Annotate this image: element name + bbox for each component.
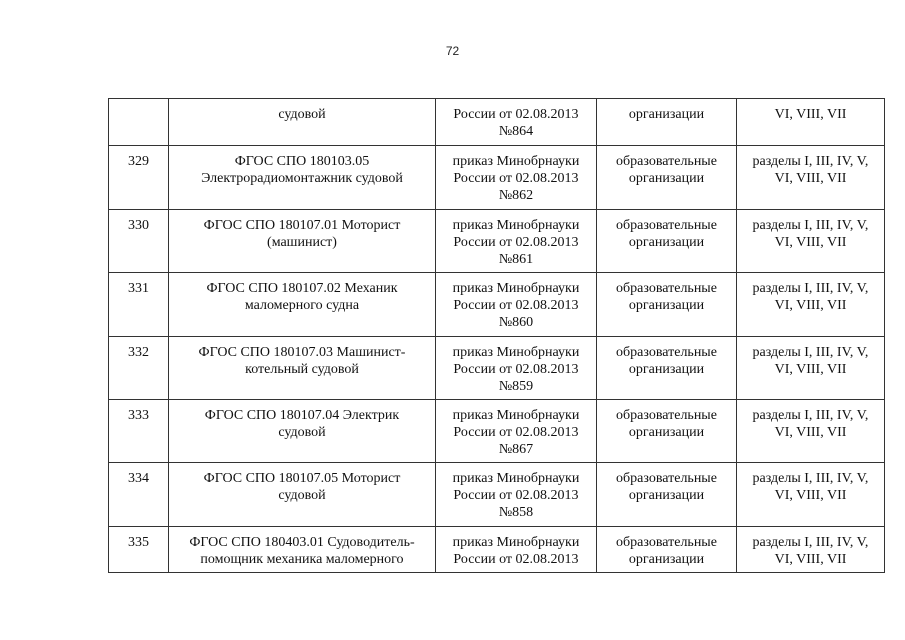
organization-cell-line: образовательные — [616, 345, 717, 360]
order-cell-line: приказ Минобрнауки — [452, 408, 580, 423]
sections-cell-line: VI, VIII, VII — [774, 235, 847, 250]
order-cell-line: №860 — [498, 315, 534, 330]
standard-name-cell-line: котельный судовой — [245, 362, 359, 377]
order-cell — [436, 337, 597, 400]
row-number-cell: 330 — [109, 210, 169, 273]
standard-name-cell-line: ФГОС СПО 180403.01 Судоводитель- — [189, 535, 415, 550]
organization-cell-line: организации — [628, 298, 705, 313]
order-cell-line: приказ Минобрнауки — [452, 218, 580, 233]
organization-cell — [597, 99, 737, 146]
row-number-cell: 331 — [109, 273, 169, 337]
standard-name-cell — [169, 463, 436, 527]
organization-cell-line: образовательные — [616, 281, 717, 296]
standard-name-cell — [169, 146, 436, 210]
sections-cell — [737, 210, 885, 273]
order-cell-line: №859 — [498, 379, 534, 394]
page-number: 72 — [445, 44, 460, 58]
table-row — [109, 146, 885, 210]
table-body — [109, 99, 885, 573]
organization-cell — [597, 210, 737, 273]
organization-cell — [597, 273, 737, 337]
standard-name-cell-line: ФГОС СПО 180107.02 Механик — [206, 281, 398, 296]
row-number-cell: 333 — [109, 400, 169, 463]
sections-cell-line: VI, VIII, VII — [774, 362, 847, 377]
sections-cell-line: разделы I, III, IV, V, — [752, 281, 869, 296]
order-cell-line: №864 — [498, 124, 534, 139]
order-cell — [436, 400, 597, 463]
organization-cell-line: организации — [628, 552, 705, 567]
sections-cell — [737, 99, 885, 146]
sections-cell-line: VI, VIII, VII — [774, 488, 847, 503]
standard-name-cell-line: помощник механика маломерного — [200, 552, 404, 567]
order-cell — [436, 527, 597, 573]
sections-cell-line: разделы I, III, IV, V, — [752, 218, 869, 233]
organization-cell — [597, 400, 737, 463]
sections-cell-line: VI, VIII, VII — [774, 171, 847, 186]
order-cell-line: России от 02.08.2013 — [453, 552, 579, 567]
table-row — [109, 463, 885, 527]
organization-cell-line: образовательные — [616, 218, 717, 233]
organization-cell — [597, 337, 737, 400]
standard-name-cell — [169, 273, 436, 337]
order-cell-line: приказ Минобрнауки — [452, 535, 580, 550]
sections-cell — [737, 337, 885, 400]
standard-name-cell-line: ФГОС СПО 180107.05 Моторист — [203, 471, 401, 486]
row-number-cell — [109, 99, 169, 146]
sections-cell-line: разделы I, III, IV, V, — [752, 345, 869, 360]
table-row — [109, 210, 885, 273]
sections-cell-line: разделы I, III, IV, V, — [752, 154, 869, 169]
order-cell-line: России от 02.08.2013 — [453, 298, 579, 313]
order-cell-line: России от 02.08.2013 — [453, 488, 579, 503]
standard-name-cell — [169, 527, 436, 573]
organization-cell-line: организации — [628, 488, 705, 503]
standard-name-cell-line: ФГОС СПО 180107.03 Машинист- — [198, 345, 406, 360]
table-row — [109, 400, 885, 463]
organization-cell — [597, 527, 737, 573]
order-cell-line: приказ Минобрнауки — [452, 345, 580, 360]
sections-cell — [737, 273, 885, 337]
order-cell — [436, 146, 597, 210]
order-cell-line: №862 — [498, 188, 534, 203]
organization-cell-line: организации — [628, 107, 705, 122]
table-row — [109, 273, 885, 337]
standards-table — [108, 98, 885, 573]
organization-cell-line: образовательные — [616, 471, 717, 486]
sections-cell-line: разделы I, III, IV, V, — [752, 535, 869, 550]
order-cell — [436, 210, 597, 273]
row-number-cell: 329 — [109, 146, 169, 210]
organization-cell-line: образовательные — [616, 408, 717, 423]
sections-cell — [737, 400, 885, 463]
standard-name-cell-line: маломерного судна — [244, 298, 360, 313]
standard-name-cell-line: Электрорадиомонтажник судовой — [201, 171, 403, 186]
organization-cell-line: образовательные — [616, 535, 717, 550]
standard-name-cell — [169, 337, 436, 400]
row-number-cell: 332 — [109, 337, 169, 400]
order-cell-line: приказ Минобрнауки — [452, 281, 580, 296]
order-cell — [436, 463, 597, 527]
organization-cell-line: организации — [628, 362, 705, 377]
standard-name-cell-line: судовой — [278, 488, 326, 503]
sections-cell — [737, 146, 885, 210]
order-cell-line: России от 02.08.2013 — [453, 362, 579, 377]
organization-cell — [597, 146, 737, 210]
sections-cell-line: разделы I, III, IV, V, — [752, 471, 869, 486]
row-number-cell: 335 — [109, 527, 169, 573]
standard-name-cell-line: (машинист) — [267, 235, 337, 250]
organization-cell-line: организации — [628, 171, 705, 186]
order-cell-line: России от 02.08.2013 — [453, 425, 579, 440]
table-row — [109, 99, 885, 146]
standard-name-cell-line: ФГОС СПО 180103.05 — [234, 154, 370, 169]
order-cell-line: приказ Минобрнауки — [452, 471, 580, 486]
organization-cell-line: организации — [628, 425, 705, 440]
table-row — [109, 337, 885, 400]
sections-cell-line: VI, VIII, VII — [774, 425, 847, 440]
standard-name-cell-line: судовой — [278, 107, 326, 122]
sections-cell-line: разделы I, III, IV, V, — [752, 408, 869, 423]
standard-name-cell-line: ФГОС СПО 180107.01 Моторист — [203, 218, 401, 233]
order-cell-line: России от 02.08.2013 — [453, 235, 579, 250]
sections-cell — [737, 463, 885, 527]
order-cell — [436, 273, 597, 337]
order-cell — [436, 99, 597, 146]
organization-cell-line: образовательные — [616, 154, 717, 169]
order-cell-line: приказ Минобрнауки — [452, 154, 580, 169]
organization-cell-line: организации — [628, 235, 705, 250]
order-cell-line: России от 02.08.2013 — [453, 107, 579, 122]
sections-cell-line: VI, VIII, VII — [774, 552, 847, 567]
standard-name-cell — [169, 400, 436, 463]
table-row — [109, 527, 885, 573]
order-cell-line: №861 — [498, 252, 534, 267]
standard-name-cell-line: судовой — [278, 425, 326, 440]
standard-name-cell — [169, 99, 436, 146]
row-number-cell: 334 — [109, 463, 169, 527]
sections-cell-line: VI, VIII, VII — [774, 107, 847, 122]
order-cell-line: №858 — [498, 505, 534, 520]
organization-cell — [597, 463, 737, 527]
sections-cell — [737, 527, 885, 573]
order-cell-line: №867 — [498, 442, 534, 457]
order-cell-line: России от 02.08.2013 — [453, 171, 579, 186]
standard-name-cell-line: ФГОС СПО 180107.04 Электрик — [204, 408, 400, 423]
sections-cell-line: VI, VIII, VII — [774, 298, 847, 313]
standard-name-cell — [169, 210, 436, 273]
